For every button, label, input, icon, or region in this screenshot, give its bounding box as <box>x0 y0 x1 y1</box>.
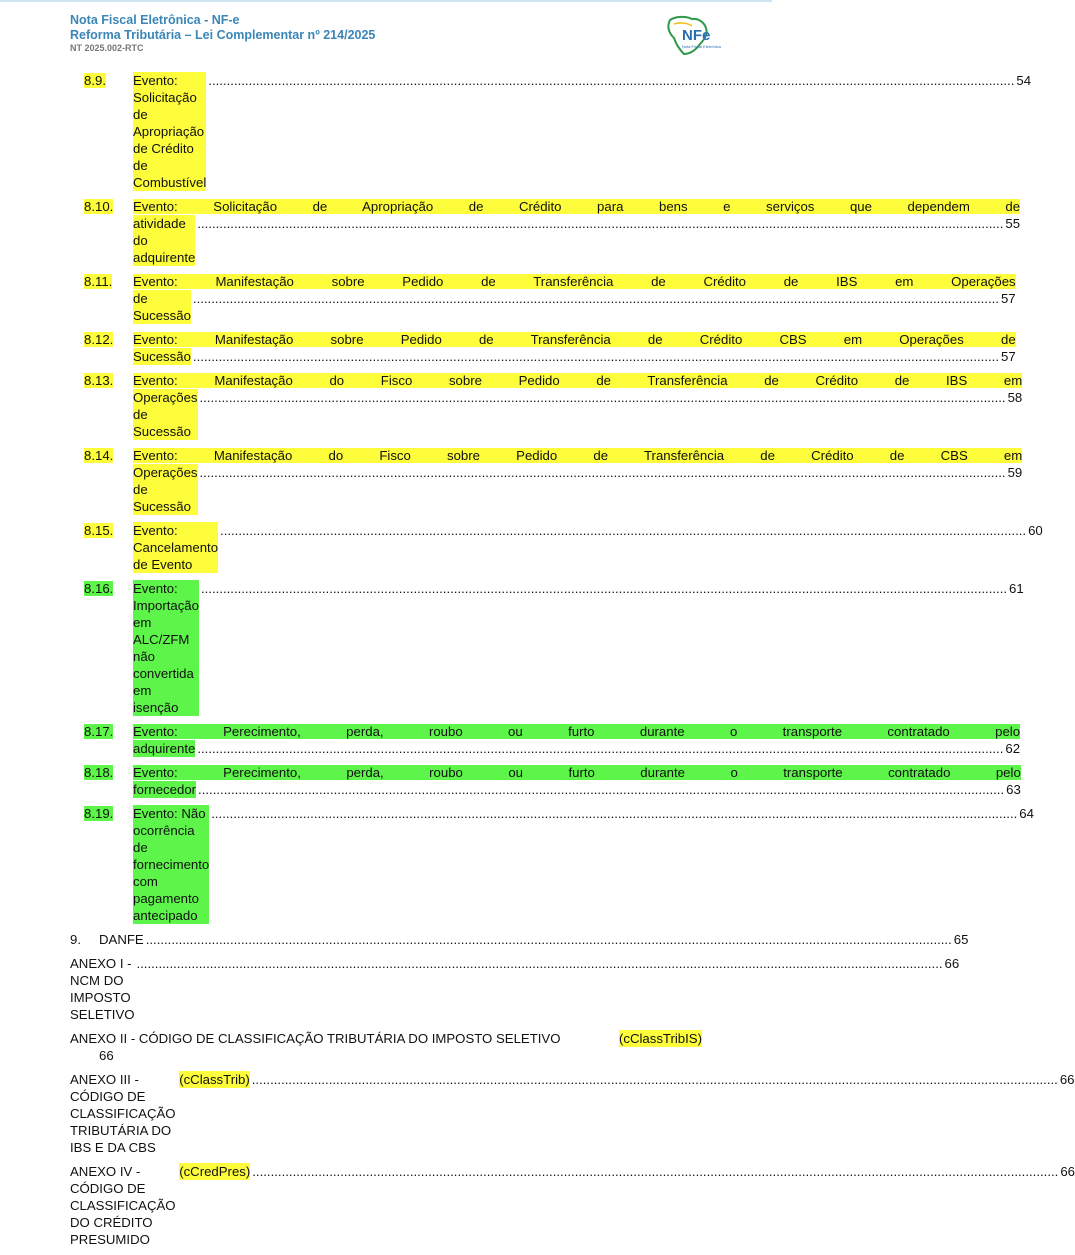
toc-title-line2: fornecedor <box>133 782 197 797</box>
toc-title-line2: de Sucessão <box>133 291 191 323</box>
toc-title: Evento: Não ocorrência de fornecimento com pagamento antecipado <box>133 806 210 923</box>
toc-page: 63 <box>1006 782 1021 797</box>
toc-entry-8-15[interactable] <box>70 522 1043 573</box>
toc-title-line2: adquirente <box>133 741 196 756</box>
toc-number: 8.19. <box>84 806 114 821</box>
toc-annex-4[interactable] <box>70 1163 1075 1248</box>
toc-annex-3[interactable] <box>70 1071 1075 1156</box>
leader-dots <box>252 1071 1058 1088</box>
leader-dots <box>193 290 999 307</box>
toc-entry-9-danfe[interactable] <box>70 931 969 948</box>
toc-annex-1[interactable] <box>70 955 960 1023</box>
toc-title: Evento: Importação em ALC/ZFM não convertida em isenção <box>133 581 199 715</box>
toc-number: 8.13. <box>84 373 114 388</box>
toc-title-line1: Evento: Perecimento, perda, roubo ou furto durante o transporte contratado pelo <box>133 724 1021 739</box>
toc-number: 8.10. <box>84 199 114 214</box>
toc-page: 62 <box>1005 741 1021 756</box>
toc-number: 8.18. <box>84 765 114 780</box>
leader-dots <box>201 580 1007 597</box>
toc-page: 59 <box>1007 465 1023 480</box>
toc-number: 8.16. <box>84 581 114 596</box>
annex-title: ANEXO III - CÓDIGO DE CLASSIFICAÇÃO TRIBUTÁRIA DO IBS E DA CBS <box>70 1072 176 1155</box>
toc-page: 55 <box>1005 216 1021 231</box>
toc-title-line1: Evento: Manifestação sobre Pedido de Transferência de Crédito de IBS em Operações <box>133 274 1016 289</box>
toc-page: 66 <box>1059 1072 1075 1087</box>
top-border <box>0 0 772 2</box>
toc-number: 8.11. <box>84 274 113 289</box>
leader-dots <box>197 740 1003 757</box>
header-code: NT 2025.002-RTC <box>70 43 144 53</box>
toc-number: 8.14. <box>84 448 114 463</box>
nfe-logo <box>662 14 721 58</box>
header-subtitle: Reforma Tributária – Lei Complementar nº 214/2025 <box>70 28 376 42</box>
toc-number: 8.17. <box>84 724 114 739</box>
annex-code: (cClassTribIS) <box>618 1031 702 1046</box>
toc-number: 8.9. <box>84 73 106 88</box>
toc-title-line1: Evento: Solicitação de Apropriação de Crédito para bens e serviços que dependem de <box>133 199 1021 214</box>
toc-page: 61 <box>1009 581 1024 596</box>
toc-page: 57 <box>1000 291 1016 306</box>
toc-page: 60 <box>1028 523 1043 538</box>
logo-text: NFe <box>682 27 711 44</box>
annex-title: ANEXO IV - CÓDIGO DE CLASSIFICAÇÃO DO CRÉDITO PRESUMIDO <box>70 1164 176 1247</box>
leader-dots <box>200 389 1006 406</box>
leader-dots <box>252 1163 1058 1180</box>
toc-title-line2: atividade do adquirente <box>133 216 196 265</box>
toc-page: 66 <box>99 1048 114 1063</box>
toc-title-line1: Evento: Manifestação sobre Pedido de Transferência de Crédito CBS em Operações de <box>133 332 1016 347</box>
toc-entry-8-16[interactable] <box>70 580 1024 716</box>
annex-title: ANEXO II - CÓDIGO DE CLASSIFICAÇÃO TRIBUTÁRIA DO IMPOSTO SELETIVO <box>70 1031 561 1046</box>
toc-page: 66 <box>944 956 960 971</box>
toc-entry-8-9[interactable] <box>70 72 1032 191</box>
toc-annex-2[interactable] <box>70 1030 702 1064</box>
toc-entry-8-19[interactable] <box>70 805 1034 924</box>
leader-dots <box>220 522 1026 539</box>
toc-entry-8-14[interactable] <box>70 447 1023 515</box>
leader-dots <box>200 464 1006 481</box>
annex-code: (cCredPres) <box>179 1164 251 1179</box>
toc-title: Evento: Solicitação de Apropriação de Crédito de Combustível <box>133 73 207 190</box>
logo-subtext: Nota Fiscal Eletrônica <box>682 44 721 49</box>
toc-page: 66 <box>1060 1164 1075 1179</box>
toc-number: 8.12. <box>84 332 114 347</box>
toc-page: 65 <box>953 932 969 947</box>
toc-entry-8-11[interactable] <box>70 273 1016 324</box>
toc-entry-8-17[interactable] <box>70 723 1021 757</box>
toc-title-line2: Sucessão <box>133 349 191 364</box>
annex-title: ANEXO I - NCM DO IMPOSTO SELETIVO <box>70 956 135 1022</box>
toc-number: 8.15. <box>84 523 114 538</box>
toc-entry-8-13[interactable] <box>70 372 1023 440</box>
leader-dots <box>211 805 1017 822</box>
leader-dots <box>198 781 1004 798</box>
toc-entry-8-18[interactable] <box>70 764 1021 798</box>
toc-title-line1: Evento: Manifestação do Fisco sobre Pedido de Transferência de Crédito de CBS em <box>133 448 1023 463</box>
leader-dots <box>197 215 1003 232</box>
toc-title-line1: Evento: Perecimento, perda, roubo ou furto durante o transporte contratado pelo <box>133 765 1021 780</box>
toc-page: 57 <box>1000 349 1016 364</box>
toc-title: DANFE <box>99 932 144 947</box>
table-of-contents <box>70 72 1075 1255</box>
toc-title-line2: Operações de Sucessão <box>133 390 198 439</box>
leader-dots <box>146 931 952 948</box>
header-title: Nota Fiscal Eletrônica - NF-e <box>70 13 240 27</box>
leader-dots <box>136 955 942 972</box>
document-header <box>70 13 375 54</box>
leader-dots <box>208 72 1014 89</box>
toc-title-line1: Evento: Manifestação do Fisco sobre Pedido de Transferência de Crédito de IBS em <box>133 373 1023 388</box>
toc-page: 64 <box>1019 806 1034 821</box>
leader-dots <box>193 348 999 365</box>
toc-entry-8-12[interactable] <box>70 331 1016 365</box>
annex-code: (cClassTrib) <box>179 1072 250 1087</box>
toc-entry-8-10[interactable] <box>70 198 1021 266</box>
toc-title: Evento: Cancelamento de Evento <box>133 523 219 572</box>
toc-page: 58 <box>1007 390 1023 405</box>
toc-number: 9. <box>70 932 81 947</box>
toc-page: 54 <box>1016 73 1032 88</box>
toc-title-line2: Operações de Sucessão <box>133 465 198 514</box>
